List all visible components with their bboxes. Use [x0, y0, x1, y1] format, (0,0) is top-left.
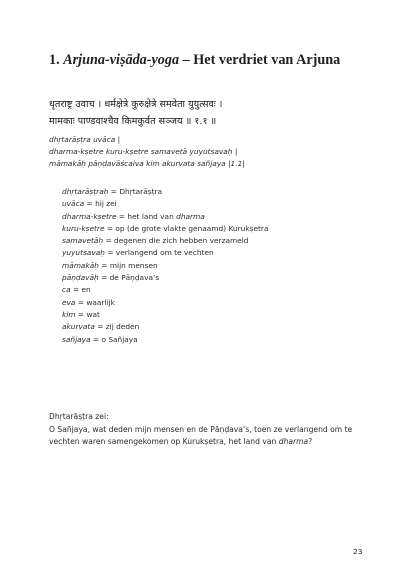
glossary-item: dhṛtarāṣṭraḥ = Dhṛtarāṣṭra [62, 187, 163, 196]
glossary-item: yuyutsavaḥ = verlangend om te vechten [62, 248, 214, 258]
glossary-item: uvāca = hij zei [62, 199, 117, 209]
word-glossary [62, 186, 362, 346]
glossary-item: eva = waarlijk [62, 297, 115, 307]
chapter-title-dutch: – Het verdriet van Arjuna [182, 52, 341, 68]
glossary-item: kuru-kṣetre = op (de grote vlakte genaamd) Kurukṣetra [62, 223, 269, 233]
glossary-item: ca = en [62, 285, 91, 295]
transliteration-line-2: dharma-kṣetre kuru-kṣetre samavetā yuyutsavaḥ | [49, 147, 238, 156]
chapter-title [49, 52, 389, 69]
glossary-item: pāṇḍavāḥ = de Pāṇḍava’s [62, 273, 160, 283]
sanskrit-verse-line-2: मामकाः पाण्डवाश्चैव किमकुर्वत सञ्जय ॥ १.१ ॥ [49, 116, 217, 127]
glossary-item: sañjaya = o Sañjaya [62, 334, 138, 344]
translation-speaker: Dhṛtarāṣṭra zei: [49, 412, 109, 421]
chapter-number: 1. [49, 52, 60, 68]
glossary-item: kim = wat [62, 309, 100, 319]
transliteration-line-1: dhṛtarāṣṭra uvāca | [49, 135, 121, 144]
sanskrit-verse-line-1: धृतराष्ट्र उवाच । धर्मक्षेत्रे कुरुक्षेत्रे समवेता युयुत्सवः । [49, 99, 223, 110]
glossary-item: akurvata = zij deden [62, 322, 140, 332]
chapter-title-sanskrit: Arjuna-viṣāda-yoga [63, 52, 180, 68]
glossary-item: dharma-kṣetre = het land van dharma [62, 211, 205, 221]
page-number: 23 [353, 547, 363, 556]
glossary-item: samavetāḥ = degenen die zich hebben verzameld [62, 236, 249, 246]
translation-text: O Sañjaya, wat deden mijn mensen en de Pāṇḍava’s, toen ze verlangend om te vechten waren samengekomen op Kurukṣetra, het land van dharma? [49, 425, 353, 446]
glossary-item: māmakāḥ = mijn mensen [62, 260, 158, 270]
transliteration-line-3: māmakāḥ pāṇḍavāścaiva kim akurvata sañjaya |1.1| [49, 159, 245, 168]
